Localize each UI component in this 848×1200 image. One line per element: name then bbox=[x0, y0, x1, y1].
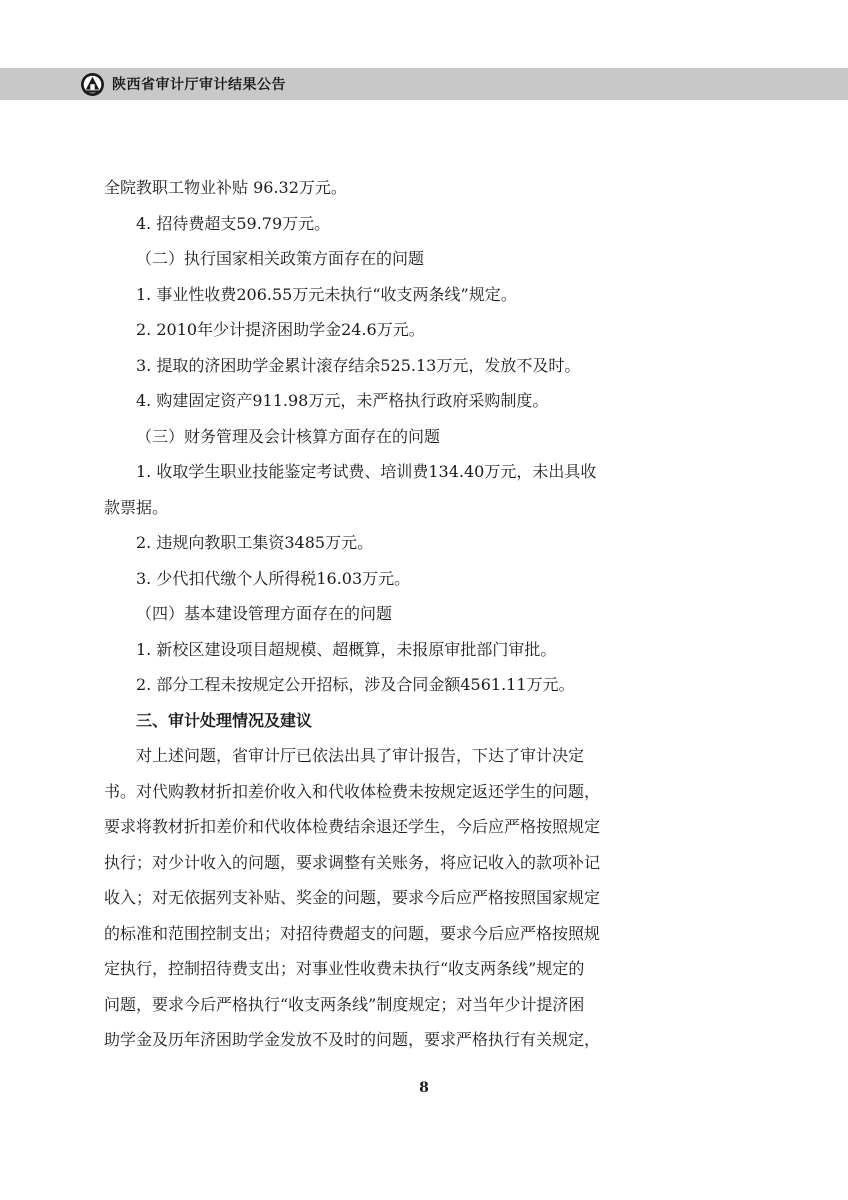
audit-emblem-icon bbox=[80, 72, 105, 97]
body-line: （四）基本建设管理方面存在的问题 bbox=[136, 604, 393, 623]
body-line: 款票据。 bbox=[104, 497, 169, 517]
body-line: 3. 少代扣代缴个人所得税16.03万元。 bbox=[136, 568, 411, 588]
body-line: （三）财务管理及会计核算方面存在的问题 bbox=[136, 426, 441, 446]
body-line: 问题，要求今后严格执行“收支两条线”制度规定；对当年少计提济困 bbox=[104, 994, 585, 1014]
body-line: 收入；对无依据列支补贴、奖金的问题，要求今后应严格按照国家规定 bbox=[104, 888, 601, 907]
header-title: 陕西省审计厅审计结果公告 bbox=[112, 77, 286, 93]
body-line: 书。对代购教材折扣差价收入和代收体检费未按规定返还学生的问题， bbox=[104, 781, 601, 801]
body-line: 2. 违规向教职工集资3485万元。 bbox=[136, 533, 374, 552]
body-line: 三、审计处理情况及建议 bbox=[136, 710, 313, 730]
body-line: 2. 2010年少计提济困助学金24.6万元。 bbox=[136, 320, 425, 339]
body-line: 1. 收取学生职业技能鉴定考试费、培训费134.40万元，未出具收 bbox=[136, 462, 597, 481]
body-line: 2. 部分工程未按规定公开招标，涉及合同金额4561.11万元。 bbox=[136, 675, 575, 694]
body-line: 要求将教材折扣差价和代收体检费结余退还学生，今后应严格按照规定 bbox=[104, 817, 601, 836]
body-line: 4. 招待费超支59.79万元。 bbox=[136, 213, 331, 233]
body-line: 的标准和范围控制支出；对招待费超支的问题，要求今后应严格按照规 bbox=[104, 923, 601, 943]
body-line: 4. 购建固定资产911.98万元，未严格执行政府采购制度。 bbox=[136, 391, 549, 410]
body-line: 定执行，控制招待费支出；对事业性收费未执行“收支两条线”规定的 bbox=[104, 959, 585, 978]
page-number: 8 bbox=[419, 1080, 429, 1096]
body-line: 助学金及历年济困助学金发放不及时的问题，要求严格执行有关规定， bbox=[104, 1030, 601, 1049]
body-line: 执行；对少计收入的问题，要求调整有关账务，将应记收入的款项补记 bbox=[104, 852, 601, 872]
body-line: 1. 新校区建设项目超规模、超概算，未报原审批部门审批。 bbox=[136, 639, 557, 659]
document-body bbox=[104, 170, 674, 1058]
body-line: 对上述问题，省审计厅已依法出具了审计报告，下达了审计决定 bbox=[136, 746, 585, 765]
body-line: （二）执行国家相关政策方面存在的问题 bbox=[136, 249, 425, 268]
body-line: 1. 事业性收费206.55万元未执行“收支两条线”规定。 bbox=[136, 284, 517, 304]
body-line: 3. 提取的济困助学金累计滚存结余525.13万元，发放不及时。 bbox=[136, 355, 581, 375]
body-line: 全院教职工物业补贴 96.32万元。 bbox=[104, 178, 347, 197]
